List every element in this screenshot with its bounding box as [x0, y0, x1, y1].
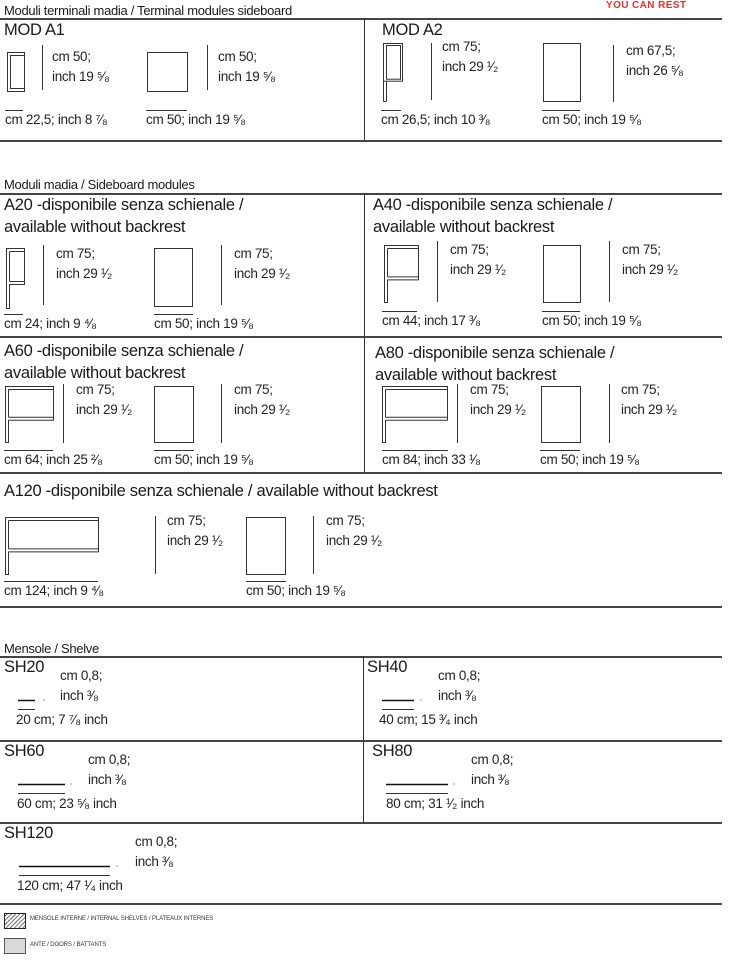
height-inch: inch 19 ⁵⁄₈ — [218, 69, 276, 84]
module-title: available without backrest — [373, 218, 555, 236]
module-outline — [385, 246, 419, 303]
height-cm: cm 50; — [218, 49, 257, 64]
shelf-title: SH20 — [4, 658, 45, 676]
width-label: cm 50; inch 19 ⁵⁄₈ — [146, 112, 246, 127]
module-inner-panel — [387, 46, 401, 80]
legend-label-shelves: MENSOLE INTERNE / INTERNAL SHELVES / PLATEAUX INTERNES — [30, 916, 214, 922]
height-inch: inch 29 ¹⁄₂ — [326, 533, 382, 548]
width-label: cm 50; inch 19 ⁵⁄₈ — [246, 583, 346, 598]
height-cm: cm 75; — [470, 382, 509, 397]
width-label: cm 84; inch 33 ¹⁄₈ — [382, 452, 481, 467]
module-title: MOD A2 — [382, 21, 443, 39]
module-title: available without backrest — [4, 364, 186, 382]
module-title: A80 -disponibile senza schienale / — [375, 344, 615, 362]
door-outline — [155, 249, 193, 307]
width-label: cm 26,5; inch 10 ³⁄₈ — [381, 112, 491, 127]
width-label: cm 50; inch 19 ⁵⁄₈ — [542, 313, 642, 328]
width-label: cm 44; inch 17 ³⁄₈ — [382, 313, 481, 328]
height-cm: cm 75; — [76, 382, 115, 397]
width-label: cm 64; inch 25 ²⁄₈ — [4, 452, 103, 467]
length-label: 120 cm; 47 ¹⁄₄ inch — [17, 878, 123, 893]
section-title-sideboard: Moduli madia / Sideboard modules — [4, 177, 195, 192]
height-inch: inch 29 ¹⁄₂ — [442, 59, 498, 74]
width-label: cm 24; inch 9 ⁴⁄₈ — [4, 316, 97, 331]
door-outline — [155, 387, 194, 443]
door-outline — [544, 44, 581, 102]
thickness-inch: inch ³⁄₈ — [471, 772, 510, 787]
height-inch: inch 29 ¹⁄₂ — [56, 266, 112, 281]
length-label: 40 cm; 15 ³⁄₄ inch — [379, 712, 478, 727]
door-drawing — [544, 246, 581, 303]
thickness-cm: cm 0,8; — [471, 752, 514, 767]
length-label: 80 cm; 31 ¹⁄₂ inch — [386, 796, 485, 811]
height-inch: inch 29 ¹⁄₂ — [621, 402, 677, 417]
door-outline — [247, 518, 286, 575]
width-label: cm 50; inch 19 ⁵⁄₈ — [540, 452, 640, 467]
module-title: MOD A1 — [4, 21, 65, 39]
door-drawing — [148, 53, 188, 92]
height-inch: inch 29 ¹⁄₂ — [234, 402, 290, 417]
module-title: A20 -disponibile senza schienale / — [4, 196, 244, 214]
shelf-thickness-mark — [453, 783, 454, 784]
thickness-inch: inch ³⁄₈ — [60, 688, 99, 703]
open-drawing — [6, 518, 99, 575]
thickness-inch: inch ³⁄₈ — [88, 772, 127, 787]
brand-text: YOU CAN REST — [606, 0, 687, 11]
height-cm: cm 75; — [234, 382, 273, 397]
shelf-title: SH120 — [4, 824, 53, 842]
section-title-terminal: Moduli terminali madia / Terminal modules sideboard — [4, 3, 292, 18]
thickness-cm: cm 0,8; — [135, 834, 178, 849]
height-cm: cm 75; — [326, 513, 365, 528]
shelf-title: SH60 — [4, 742, 45, 760]
module-title: A40 -disponibile senza schienale / — [373, 196, 613, 214]
door-outline — [544, 246, 581, 303]
shelf-title: SH40 — [367, 658, 408, 676]
height-inch: inch 29 ¹⁄₂ — [450, 262, 506, 277]
height-inch: inch 29 ¹⁄₂ — [234, 266, 290, 281]
door-drawing — [544, 44, 581, 102]
height-cm: cm 50; — [52, 49, 91, 64]
open-drawing — [385, 246, 419, 303]
open-drawing — [6, 387, 54, 443]
door-outline — [148, 53, 188, 92]
section-title-shelves: Mensole / Shelve — [4, 641, 99, 656]
shelf-thickness-mark — [43, 699, 44, 700]
thickness-cm: cm 0,8; — [438, 668, 481, 683]
terminal-a2-drawing — [384, 44, 403, 102]
door-drawing — [247, 518, 286, 575]
module-title: available without backrest — [375, 366, 557, 384]
module-inner-panel — [11, 56, 25, 89]
height-cm: cm 75; — [450, 242, 489, 257]
module-outline — [6, 387, 54, 443]
thickness-cm: cm 0,8; — [60, 668, 103, 683]
door-outline — [542, 387, 581, 443]
door-drawing — [155, 249, 193, 307]
height-cm: cm 75; — [56, 246, 95, 261]
height-cm: cm 75; — [234, 246, 273, 261]
height-inch: inch 29 ¹⁄₂ — [622, 262, 678, 277]
shelf-title: SH80 — [372, 742, 413, 760]
height-cm: cm 75; — [622, 242, 661, 257]
legend-label-doors: ANTE / DOORS / BATTANTS — [30, 942, 107, 948]
module-title: A120 -disponibile senza schienale / available without backrest — [4, 482, 438, 500]
height-inch: inch 29 ¹⁄₂ — [167, 533, 223, 548]
thickness-cm: cm 0,8; — [88, 752, 131, 767]
height-inch: inch 29 ¹⁄₂ — [76, 402, 132, 417]
height-cm: cm 75; — [442, 39, 481, 54]
width-label: cm 50; inch 19 ⁵⁄₈ — [542, 112, 642, 127]
height-inch: inch 29 ¹⁄₂ — [470, 402, 526, 417]
length-label: 60 cm; 23 ⁵⁄₈ inch — [17, 796, 117, 811]
shelf-thickness-mark — [116, 865, 117, 866]
width-label: cm 50; inch 19 ⁵⁄₈ — [154, 316, 254, 331]
terminal-a1-drawing — [8, 53, 25, 92]
door-drawing — [542, 387, 581, 443]
module-title: available without backrest — [4, 218, 186, 236]
width-label: cm 124; inch 9 ⁴⁄₈ — [4, 583, 104, 598]
door-drawing — [155, 387, 194, 443]
width-label: cm 22,5; inch 8 ⁷⁄₈ — [5, 112, 108, 127]
height-inch: inch 26 ⁵⁄₈ — [626, 63, 684, 78]
open-drawing — [383, 387, 448, 443]
thickness-inch: inch ³⁄₈ — [135, 854, 174, 869]
height-cm: cm 75; — [167, 513, 206, 528]
module-title: A60 -disponibile senza schienale / — [4, 342, 244, 360]
shelf-thickness-mark — [420, 699, 421, 700]
height-cm: cm 67,5; — [626, 43, 676, 58]
width-label: cm 50; inch 19 ⁵⁄₈ — [154, 452, 254, 467]
module-outline — [383, 387, 448, 443]
height-cm: cm 75; — [621, 382, 660, 397]
module-outline — [6, 518, 99, 575]
length-label: 20 cm; 7 ⁷⁄₈ inch — [16, 712, 108, 727]
thickness-inch: inch ³⁄₈ — [438, 688, 477, 703]
height-inch: inch 19 ⁵⁄₈ — [52, 69, 110, 84]
shelf-thickness-mark — [70, 783, 71, 784]
open-drawing — [7, 249, 25, 309]
